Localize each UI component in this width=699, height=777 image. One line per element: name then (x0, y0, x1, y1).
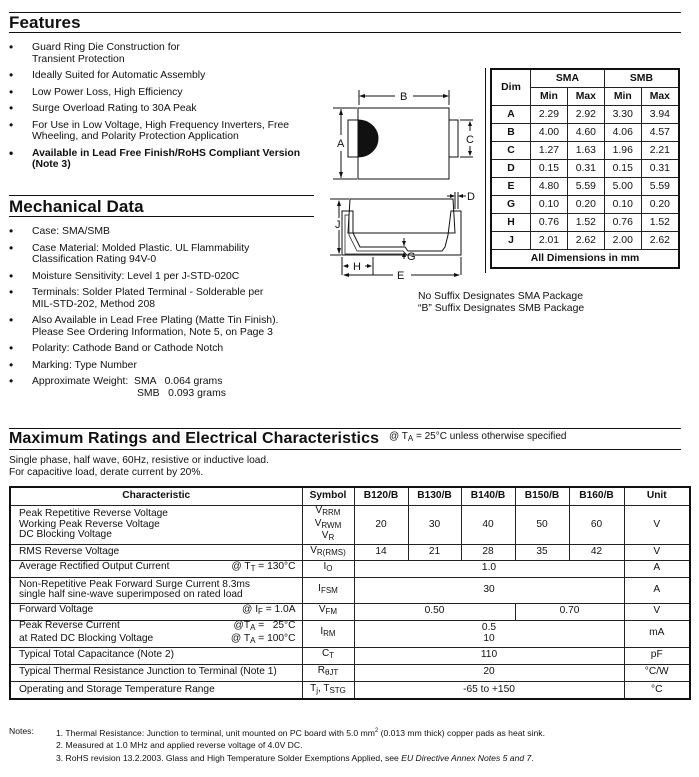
suffix-notes (418, 291, 584, 315)
table-row-io: @ $T_T = 130^\circ C$ Average Rectified Output Current $I_O$ 1.0 A (10, 560, 690, 577)
feature-item-rohs: • Available in Lead Free Finish/RoHS Compliant Version (Note 3) (9, 148, 319, 171)
dim-label-b: B (400, 91, 408, 103)
feature-item: • Surge Overload Rating to 30A Peak (9, 103, 319, 115)
features-title: Features (9, 13, 81, 32)
mechanical-item: • Moisture Sensitivity: Level 1 per J-STD-020C (9, 271, 319, 283)
sma-min-header: Min (531, 88, 568, 106)
table-row: D 0.15 0.31 0.15 0.31 (491, 160, 679, 178)
note-3: 3. RoHS revision 13.2.2003. Glass and High Temperature Solder Exemptions Applied, see EU Directive Annex Notes 5 and 7. (56, 752, 534, 763)
dim-table-footer: All Dimensions in mm (491, 250, 679, 269)
mechanical-top-rule (9, 195, 314, 196)
feature-item: • Ideally Suited for Automatic Assembly (9, 70, 319, 82)
table-row: J 2.01 2.62 2.00 2.62 (491, 232, 679, 250)
ratings-bottom-rule (9, 449, 681, 450)
features-top-rule (9, 12, 681, 13)
mechanical-list (9, 226, 319, 404)
mechanical-item: • Case: SMA/SMB (9, 226, 319, 238)
mechanical-item: • Case Material: Molded Plastic. UL Flammability Classification Rating 94V-0 (9, 243, 319, 266)
mechanical-bottom-rule (9, 216, 314, 217)
dim-header: Dim (491, 69, 531, 106)
notes-label: Notes: (9, 726, 34, 736)
features-bottom-rule (9, 32, 681, 33)
mechanical-item: • Polarity: Cathode Band or Cathode Notch (9, 343, 319, 355)
dim-label-a: A (337, 138, 345, 150)
table-row-vfm: @ $I_F = 1.0A$ Forward Voltage $V_{FM}$ 0.50 0.70 V (10, 603, 690, 620)
table-row: H 0.76 1.52 0.76 1.52 (491, 214, 679, 232)
table-row-vrms: RMS Reverse Voltage $V_{R(RMS)}$ 14 21 28 35 42 V (10, 544, 690, 560)
dim-label-e: E (397, 270, 405, 282)
table-row-vrrm: Peak Repetitive Reverse Voltage Working Peak Reverse Voltage DC Blocking Voltage $V_{RRM}$ $V_{RWM}$ $V_R$ 20 30 40 50 60 V (10, 506, 690, 545)
mechanical-item: • Terminals: Solder Plated Terminal - Solderable per MIL-STD-202, Method 208 (9, 287, 319, 310)
table-row-rth: Typical Thermal Resistance Junction to Terminal (Note 1) $R_{\theta JT}$ 20 °C/W (10, 664, 690, 681)
dim-label-j: J (335, 219, 341, 231)
table-row: G 0.10 0.20 0.10 0.20 (491, 196, 679, 214)
smb-max-header: Max (641, 88, 679, 106)
table-row: C 1.27 1.63 1.96 2.21 (491, 142, 679, 160)
column-divider (485, 68, 486, 273)
dim-label-g: G (407, 251, 416, 263)
ratings-title: Maximum Ratings and Electrical Characteristics (9, 430, 380, 447)
mechanical-title: Mechanical Data (9, 197, 144, 216)
feature-item: • Low Power Loss, High Efficiency (9, 87, 319, 99)
table-row: A 2.29 2.92 3.30 3.94 (491, 106, 679, 124)
mechanical-item: • Also Available in Lead Free Plating (Matte Tin Finish). Please See Ordering Information, Note 5, on Page 3 (9, 315, 319, 338)
table-row-temp: Operating and Storage Temperature Range $T_j$, $T_{STG}$ -65 to +150 °C (10, 681, 690, 699)
ratings-description: Single phase, half wave, 60Hz, resistive or inductive load. For capacitive load, derate current by 20%. (9, 455, 269, 478)
sma-max-header: Max (567, 88, 604, 106)
smb-header: SMB (604, 69, 679, 88)
ratings-top-rule (9, 428, 681, 429)
mechanical-item: • Approximate Weight: SMA 0.064 grams SMB 0.093 grams (9, 376, 319, 399)
table-row: E 4.80 5.59 5.00 5.59 (491, 178, 679, 196)
suffix-note-sma: No Suffix Designates SMA Package (418, 291, 583, 302)
ratings-condition: @ $T_A = 25^\circ C$ unless otherwise specified (389, 431, 567, 443)
note-1: 1. Thermal Resistance: Junction to terminal, unit mounted on PC board with 5.0 $mm^2$ (0.013 mm thick) copper pads as heat sink. (56, 727, 545, 738)
table-row-ct: Typical Total Capacitance (Note 2) $C_T$ 110 pF (10, 647, 690, 664)
mechanical-item: • Marking: Type Number (9, 360, 319, 372)
feature-item: • For Use in Low Voltage, High Frequency Inverters, Free Wheeling, and Polarity Protection Application (9, 120, 319, 143)
smb-min-header: Min (604, 88, 641, 106)
note-2: 2. Measured at 1.0 MHz and applied reverse voltage of 4.0V DC. (56, 740, 303, 751)
electrical-characteristics-table (9, 486, 691, 700)
sma-header: SMA (531, 69, 605, 88)
package-outline-diagram (315, 75, 490, 282)
dimension-table (490, 68, 680, 269)
table-header-row: Characteristic Symbol B120/B B130/B B140/B B150/B B160/B Unit (10, 487, 690, 506)
suffix-note-smb: “B” Suffix Designates SMB Package (418, 303, 585, 314)
table-row-irm: $@T_A = 25^\circ C$ Peak Reverse Current @ $T_A = 100^\circ C$ at Rated DC Blocking Voltage $I_{RM}$ 0.5 10 mA (10, 620, 690, 647)
table-row: B 4.00 4.60 4.06 4.57 (491, 124, 679, 142)
dim-label-c: C (466, 134, 474, 146)
table-row-ifsm: Non-Repetitive Peak Forward Surge Current 8.3ms single half sine-wave superimposed on rated load $I_{FSM}$ 30 A (10, 577, 690, 603)
dim-label-d: D (467, 191, 475, 203)
features-list (9, 42, 319, 176)
dim-label-h: H (353, 261, 361, 273)
feature-item: • Guard Ring Die Construction for Transient Protection (9, 42, 319, 65)
